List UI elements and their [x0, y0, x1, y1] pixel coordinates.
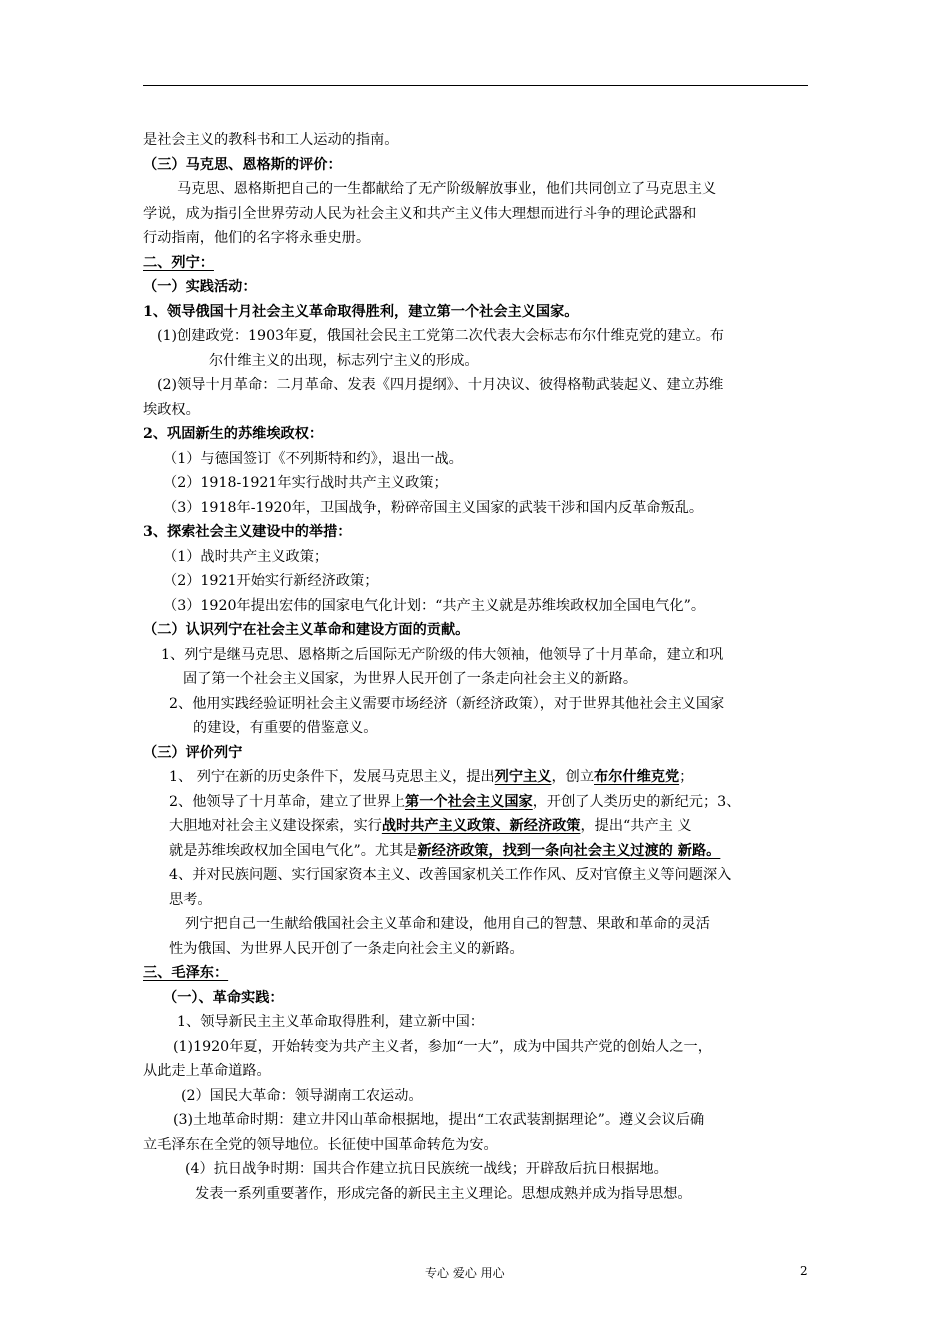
page-number: 2 [800, 1264, 808, 1278]
text-segment: ； [679, 769, 694, 785]
text-line [143, 471, 813, 496]
text-segment: 列宁把自己一生献给俄国社会主义革命和建设，他用自己的智慧、果敢和革命的灵活 [185, 916, 710, 932]
text-line [143, 447, 813, 472]
text-segment: 2、他用实践经验证明社会主义需要市场经济（新经济政策），对于世界其他社会主义国家 [169, 695, 725, 712]
text-line [143, 814, 813, 839]
text-line [143, 373, 813, 398]
text-segment: （一）实践活动： [143, 279, 257, 295]
text-segment: （二）认识列宁在社会主义革命和建设方面的贡献。 [143, 622, 470, 638]
text-line [143, 545, 813, 570]
text-line [143, 765, 813, 790]
text-line [143, 1182, 813, 1207]
text-segment: 是社会主义的教科书和工人运动的指南。 [143, 132, 399, 148]
text-segment: 埃政权。 [143, 401, 200, 418]
text-segment: （3）1918年-1920年，卫国战争，粉碎帝国主义国家的武装干涉和国内反革命叛乱。 [163, 499, 704, 516]
text-segment: 立毛泽东在全党的领导地位。长征使中国革命转危为安。 [143, 1136, 498, 1153]
text-line [143, 1059, 813, 1084]
text-line [143, 692, 813, 717]
text-segment: 固了第一个社会主义国家，为世界人民开创了一条走向社会主义的新路。 [183, 671, 638, 687]
text-segment: ，创立 [551, 769, 595, 785]
text-line [143, 520, 813, 545]
text-segment: （三）评价列宁 [143, 744, 243, 761]
text-segment: 性为俄国、为世界人民开创了一条走向社会主义的新路。 [169, 940, 524, 957]
text-segment: （1）与德国签订《不列斯特和约》，退出一战。 [163, 450, 463, 467]
text-line [143, 177, 813, 202]
text-line [143, 324, 813, 349]
text-line [143, 790, 813, 815]
text-segment: 2、巩固新生的苏维埃政权： [143, 426, 324, 442]
text-line [143, 398, 813, 423]
text-segment: 1、列宁是继马克思、恩格斯之后国际无产阶级的伟大领袖，他领导了十月革命，建立和巩 [161, 646, 724, 663]
text-line [143, 496, 813, 521]
text-segment: 尔什维主义的出现，标志列宁主义的形成。 [209, 352, 479, 369]
text-line [143, 1010, 813, 1035]
text-line [143, 1108, 813, 1133]
text-line [143, 1133, 813, 1158]
text-line [143, 741, 813, 766]
text-line [143, 839, 813, 864]
text-line [143, 643, 813, 668]
text-segment: 行动指南，他们的名字将永垂史册。 [143, 230, 371, 246]
text-segment: 思考。 [169, 891, 212, 908]
text-line [143, 153, 813, 178]
text-segment: 1、领导俄国十月社会主义革命取得胜利，建立第一个社会主义国家。 [143, 303, 579, 320]
text-line [143, 937, 813, 962]
text-segment: 4、并对民族问题、实行国家资本主义、改善国家机关工作作风、反对官僚主义等问题深入 [169, 867, 732, 883]
text-line [143, 667, 813, 692]
underlined-phrase: 列宁主义 [494, 769, 552, 785]
document-body [143, 128, 813, 1206]
text-line [143, 422, 813, 447]
text-line [143, 1157, 813, 1182]
text-line [143, 888, 813, 913]
text-segment: 1、领导新民主主义革命取得胜利，建立新中国： [177, 1014, 484, 1030]
text-line [143, 349, 813, 374]
text-line [143, 986, 813, 1011]
text-segment: (2）国民大革命：领导湖南工农运动。 [181, 1087, 423, 1104]
text-segment: 1、 列宁在新的历史条件下，发展马克思主义，提出 [169, 769, 495, 785]
text-segment: （2）1921开始实行新经济政策； [163, 573, 379, 589]
underlined-phrase: 第一个社会主义国家 [405, 793, 533, 810]
text-segment: 就是苏维埃政权加全国电气化”。尤其是 [169, 842, 418, 859]
footer-slogan: 专心 爱心 用心 [425, 1266, 505, 1280]
text-segment: 的建设，有重要的借鉴意义。 [193, 720, 378, 736]
text-segment: （1）战时共产主义政策； [163, 548, 329, 565]
text-segment: (1)创建政党：1903年夏，俄国社会民主工党第二次代表大会标志布尔什维克党的建立。布 [157, 328, 724, 344]
text-segment: 3、探索社会主义建设中的举措： [143, 524, 352, 540]
text-segment: ，提出“共产主 义 [580, 818, 692, 834]
text-line [143, 202, 813, 227]
text-segment: （一）、革命实践： [163, 989, 284, 1006]
underlined-phrase: 布尔什维克党 [594, 769, 680, 785]
text-segment: 2、他领导了十月革命，建立了世界上 [169, 793, 406, 810]
text-line [143, 128, 813, 153]
text-segment: 大胆地对社会主义建设探索，实行 [169, 818, 382, 834]
text-segment: 从此走上革命道路。 [143, 1063, 271, 1079]
text-segment: (1)1920年夏，开始转变为共产主义者，参加“一大”，成为中国共产党的创始人之一， [173, 1038, 712, 1055]
text-segment: （2）1918-1921年实行战时共产主义政策； [163, 475, 448, 491]
text-line [143, 275, 813, 300]
text-line [143, 912, 813, 937]
underlined-phrase: 二、列宁： [143, 254, 214, 271]
text-line [143, 716, 813, 741]
text-line [143, 594, 813, 619]
text-segment: ，开创了人类历史的新纪元；3、 [532, 793, 741, 810]
text-segment: （三）马克思、恩格斯的评价： [143, 156, 342, 173]
text-line [143, 251, 813, 276]
text-segment: 学说，成为指引全世界劳动人民为社会主义和共产主义伟大理想而进行斗争的理论武器和 [143, 205, 697, 222]
text-line [143, 1035, 813, 1060]
text-line [143, 863, 813, 888]
text-line [143, 618, 813, 643]
text-line [143, 300, 813, 325]
underlined-phrase: 新经济政策，找到一条向社会主义过渡的 新路。 [417, 842, 721, 859]
text-segment: 马克思、恩格斯把自己的一生都献给了无产阶级解放事业，他们共同创立了马克思主义 [177, 181, 717, 197]
text-segment: (3)土地革命时期：建立井冈山革命根据地，提出“工农武装割据理论”。遵义会议后确 [173, 1112, 705, 1128]
text-segment: （3）1920年提出宏伟的国家电气化计划：“共产主义就是苏维埃政权加全国电气化”。 [163, 597, 706, 614]
text-line [143, 1084, 813, 1109]
underlined-phrase: 战时共产主义政策、新经济政策 [381, 818, 581, 834]
text-line [143, 226, 813, 251]
text-segment: (4）抗日战争时期：国共合作建立抗日民族统一战线；开辟敌后抗日根据地。 [185, 1161, 668, 1177]
underlined-phrase: 三、毛泽东： [143, 965, 229, 981]
text-line [143, 569, 813, 594]
text-line [143, 961, 813, 986]
header-rule [143, 85, 808, 86]
text-segment: (2)领导十月革命：二月革命、发表《四月提纲》、十月决议、彼得格勒武装起义、建立苏维 [157, 377, 724, 393]
text-segment: 发表一系列重要著作，形成完备的新民主主义理论。思想成熟并成为指导思想。 [195, 1185, 692, 1202]
